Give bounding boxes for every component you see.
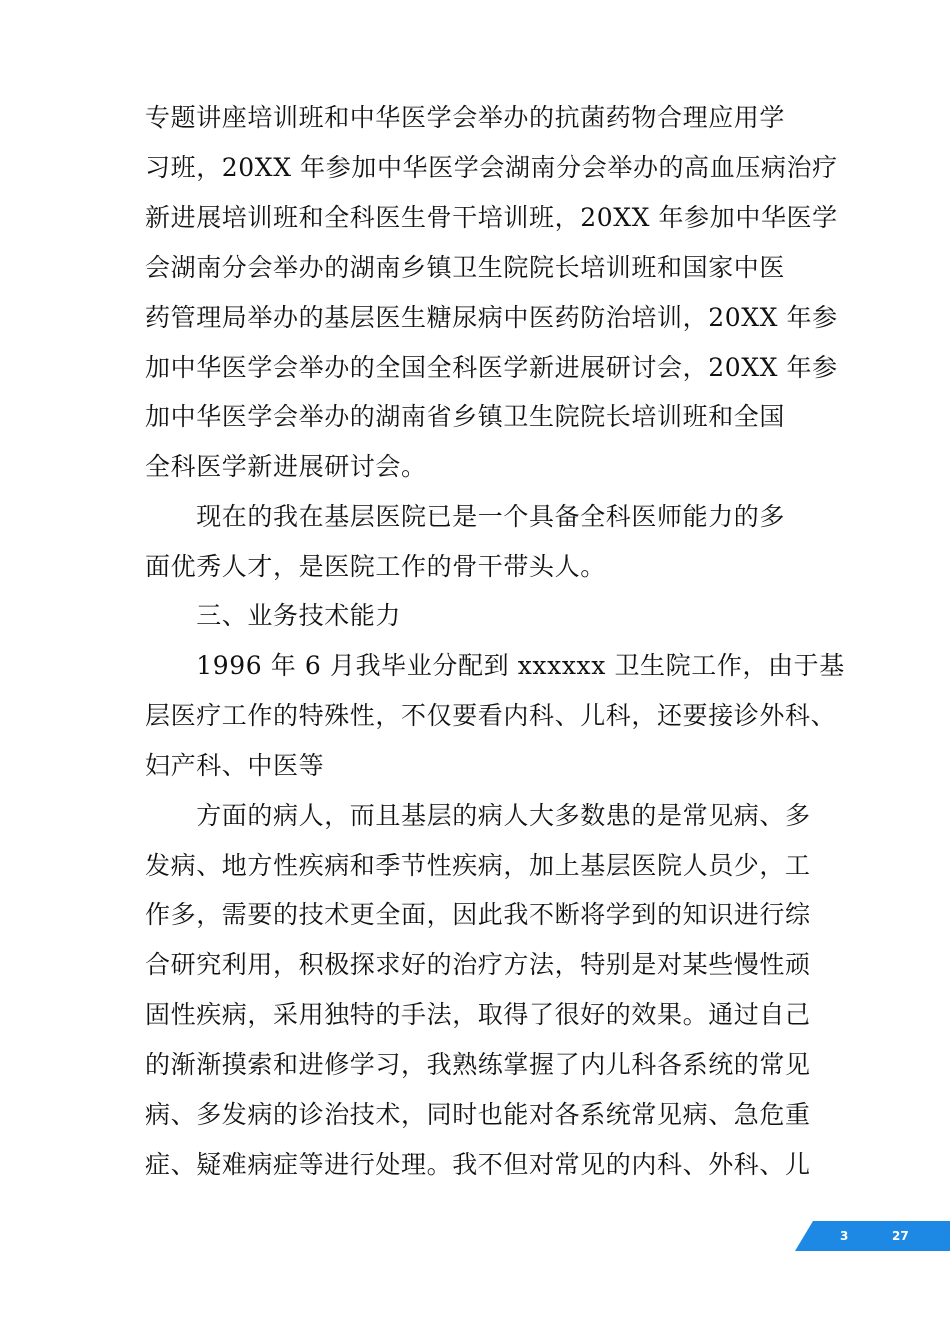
text-line: 新进展培训班和全科医生骨干培训班，20XX 年参加中华医学 bbox=[145, 203, 838, 232]
text-line: 现在的我在基层医院已是一个具备全科医师能力的多 bbox=[145, 502, 786, 531]
text-line: 1996 年 6 月我毕业分配到 xxxxxx 卫生院工作，由于基 bbox=[145, 651, 845, 680]
text-line: 方面的病人，而且基层的病人大多数患的是常见病、多 bbox=[145, 801, 811, 830]
text-line: 会湖南分会举办的湖南乡镇卫生院院长培训班和国家中医 bbox=[145, 253, 786, 282]
text-line: 加中华医学会举办的湖南省乡镇卫生院院长培训班和全国 bbox=[145, 402, 786, 431]
text-line: 发病、地方性疾病和季节性疾病，加上基层医院人员少，工 bbox=[145, 851, 811, 880]
text-line: 加中华医学会举办的全国全科医学新进展研讨会，20XX 年参 bbox=[145, 353, 838, 382]
text-line: 妇产科、中医等 bbox=[145, 751, 325, 780]
text-line: 病、多发病的诊治技术，同时也能对各系统常见病、急危重 bbox=[145, 1100, 811, 1129]
page-total-count: 27 bbox=[892, 1229, 909, 1243]
page-current-number: 3 bbox=[840, 1229, 849, 1243]
text-line: 的渐渐摸索和进修学习，我熟练掌握了内儿科各系统的常见 bbox=[145, 1050, 811, 1079]
text-line: 药管理局举办的基层医生糖尿病中医药防治培训，20XX 年参 bbox=[145, 303, 838, 332]
text-line: 面优秀人才，是医院工作的骨干带头人。 bbox=[145, 552, 606, 581]
page-badge-shape bbox=[795, 1221, 950, 1251]
text-line: 专题讲座培训班和中华医学会举办的抗菌药物合理应用学 bbox=[145, 103, 786, 132]
text-line: 固性疾病，采用独特的手法，取得了很好的效果。通过自己 bbox=[145, 1000, 811, 1029]
text-line: 层医疗工作的特殊性，不仅要看内科、儿科，还要接诊外科、 bbox=[145, 701, 837, 730]
page-number-badge bbox=[795, 1221, 950, 1251]
text-line: 症、疑难病症等进行处理。我不但对常见的内科、外科、儿 bbox=[145, 1150, 811, 1179]
text-line: 作多，需要的技术更全面，因此我不断将学到的知识进行综 bbox=[145, 900, 811, 929]
text-line: 全科医学新进展研讨会。 bbox=[145, 452, 427, 481]
section-heading: 三、业务技术能力 bbox=[145, 601, 402, 630]
text-line: 习班，20XX 年参加中华医学会湖南分会举办的高血压病治疗 bbox=[145, 153, 838, 182]
text-line: 合研究利用，积极探求好的治疗方法，特别是对某些慢性顽 bbox=[145, 950, 811, 979]
